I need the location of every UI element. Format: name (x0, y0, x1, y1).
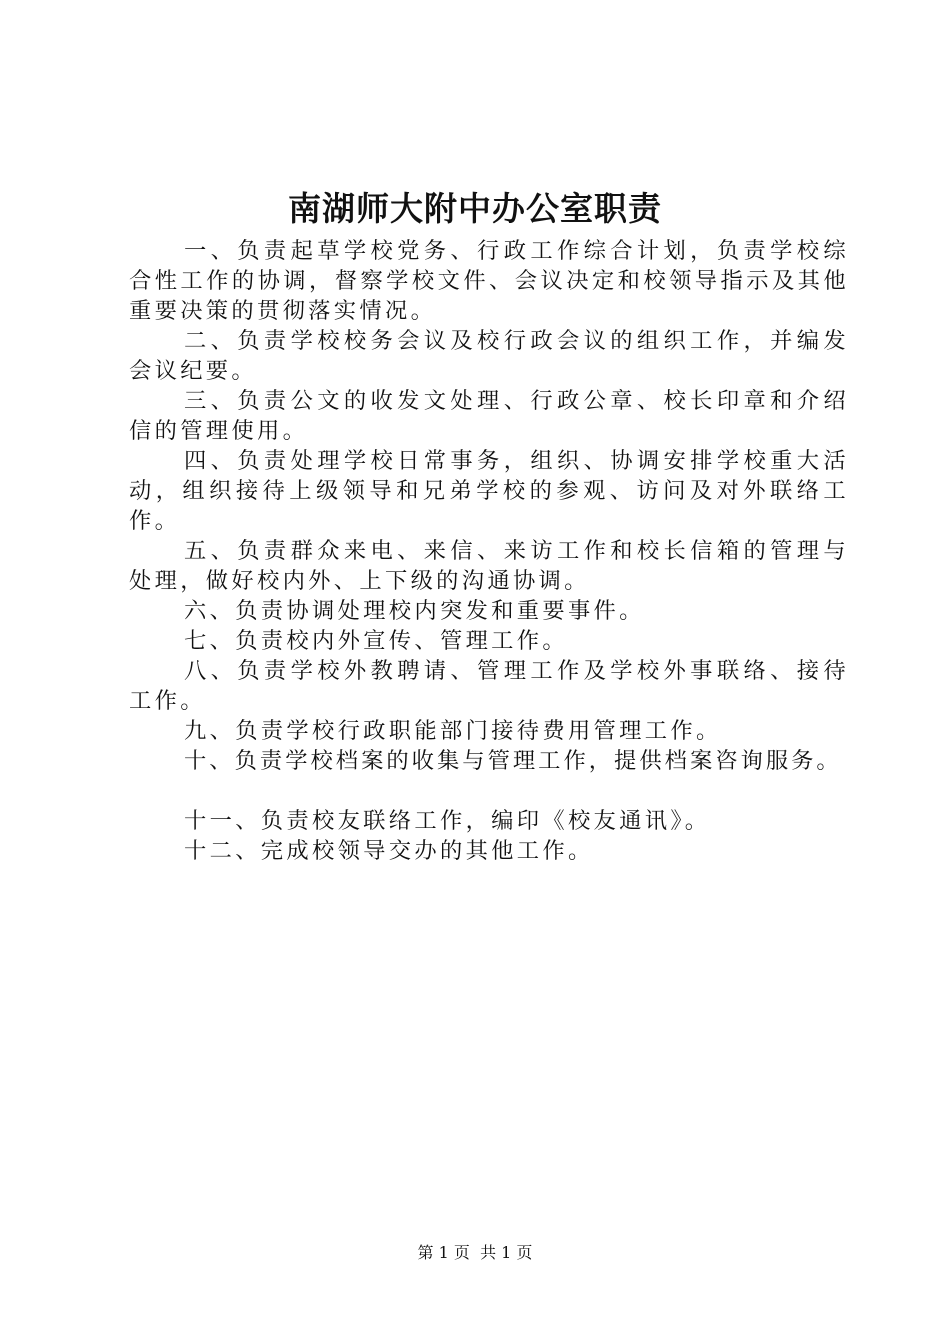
paragraph-10: 十、负责学校档案的收集与管理工作，提供档案咨询服务。 (184, 748, 842, 774)
page-number-label: 第 1 页 共 1 页 (417, 1243, 533, 1262)
paragraph-2: 二、负责学校校务会议及校行政会议的组织工作，并编发会议纪要。 (129, 328, 849, 384)
paragraph-5: 五、负责群众来电、来信、来访工作和校长信箱的管理与处理，做好校内外、上下级的沟通协调。 (129, 538, 849, 594)
paragraph-12: 十二、完成校领导交办的其他工作。 (184, 838, 594, 864)
document-title: 南湖师大附中办公室职责 (288, 189, 662, 228)
paragraph-4: 四、负责处理学校日常事务，组织、协调安排学校重大活动，组织接待上级领导和兄弟学校的参观、访问及对外联络工作。 (129, 448, 849, 534)
paragraph-9: 九、负责学校行政职能部门接待费用管理工作。 (184, 718, 722, 744)
paragraph-7: 七、负责校内外宣传、管理工作。 (184, 628, 568, 654)
paragraph-1: 一、负责起草学校党务、行政工作综合计划，负责学校综合性工作的协调，督察学校文件、会议决定和校领导指示及其他重要决策的贯彻落实情况。 (129, 238, 849, 324)
document-body (129, 236, 849, 866)
paragraph-6: 六、负责协调处理校内突发和重要事件。 (184, 598, 645, 624)
page-footer (0, 1243, 950, 1263)
paragraph-8: 八、负责学校外教聘请、管理工作及学校外事联络、接待工作。 (129, 658, 849, 714)
paragraph-11: 十一、负责校友联络工作，编印《校友通讯》。 (184, 808, 711, 834)
paragraph-3: 三、负责公文的收发文处理、行政公章、校长印章和介绍信的管理使用。 (129, 388, 849, 444)
